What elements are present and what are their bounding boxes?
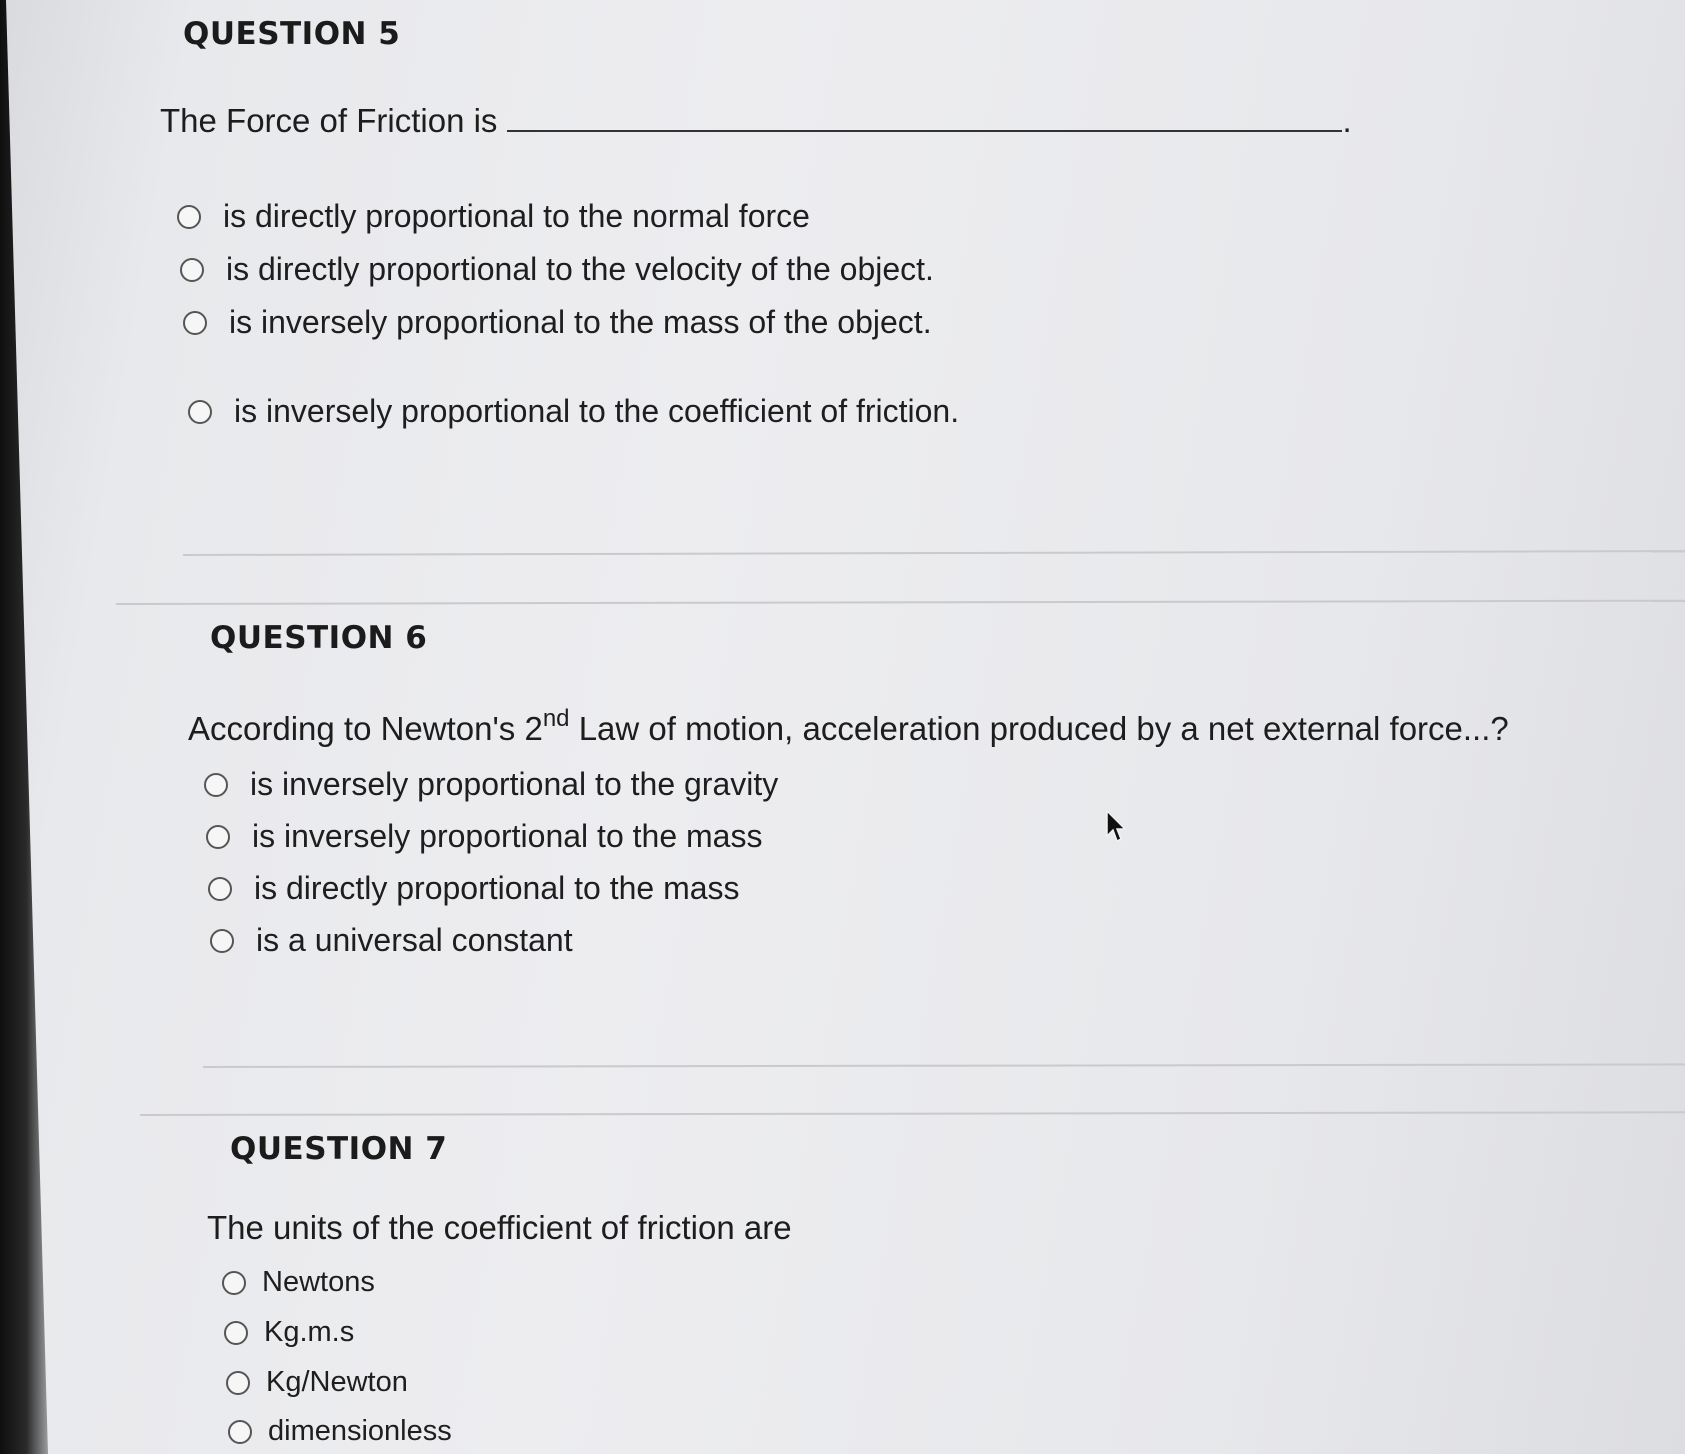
option-label: is directly proportional to the normal force — [223, 198, 810, 234]
question-6-prompt-text-end: Law of motion, acceleration produced by a net external force...? — [569, 710, 1509, 747]
question-5-option-2[interactable] — [180, 251, 934, 288]
section-divider — [116, 600, 1685, 605]
mouse-pointer-icon — [1105, 810, 1127, 844]
option-label: is directly proportional to the velocity of the object. — [226, 251, 934, 287]
option-label: dimensionless — [268, 1415, 452, 1447]
radio-button-icon[interactable] — [208, 877, 232, 901]
radio-button-icon[interactable] — [180, 258, 204, 282]
question-5-prompt-text: The Force of Friction is — [160, 102, 498, 139]
radio-button-icon[interactable] — [206, 825, 230, 849]
radio-button-icon[interactable] — [210, 929, 234, 953]
option-label: Newtons — [262, 1266, 375, 1298]
section-divider — [140, 1111, 1685, 1116]
option-label: Kg.m.s — [264, 1316, 355, 1348]
question-6-option-1[interactable] — [204, 766, 778, 803]
question-7-prompt: The units of the coefficient of friction are — [207, 1209, 792, 1246]
question-7-option-4[interactable] — [228, 1415, 452, 1448]
radio-button-icon[interactable] — [228, 1420, 252, 1444]
question-5-option-4[interactable] — [188, 393, 959, 430]
radio-button-icon[interactable] — [188, 400, 212, 424]
question-6-option-4[interactable] — [210, 922, 573, 959]
section-divider — [183, 550, 1685, 556]
question-5-option-3[interactable] — [183, 304, 932, 341]
option-label: is a universal constant — [256, 922, 573, 958]
question-6-prompt — [188, 705, 1509, 748]
option-label: is directly proportional to the mass — [254, 870, 740, 906]
radio-button-icon[interactable] — [177, 205, 201, 229]
option-label: Kg/Newton — [266, 1366, 408, 1398]
option-label: is inversely proportional to the gravity — [250, 766, 779, 802]
question-5-heading: QUESTION 5 — [183, 16, 401, 52]
screen-bezel-shadow — [0, 0, 48, 1454]
radio-button-icon[interactable] — [224, 1321, 248, 1345]
question-7-option-2[interactable] — [224, 1316, 354, 1349]
radio-button-icon[interactable] — [183, 311, 207, 335]
radio-button-icon[interactable] — [204, 773, 228, 797]
question-6-option-2[interactable] — [206, 818, 762, 855]
question-7-heading: QUESTION 7 — [230, 1131, 448, 1167]
option-label: is inversely proportional to the coefficient of friction. — [234, 393, 960, 429]
question-5-option-1[interactable] — [177, 198, 810, 235]
answer-blank — [507, 108, 1342, 132]
ordinal-superscript: nd — [542, 705, 570, 732]
radio-button-icon[interactable] — [222, 1271, 246, 1295]
radio-button-icon[interactable] — [226, 1371, 250, 1395]
question-6-heading: QUESTION 6 — [210, 620, 428, 656]
question-6-prompt-text: According to Newton's 2 — [188, 710, 543, 747]
question-7-option-3[interactable] — [226, 1366, 408, 1399]
section-divider — [203, 1063, 1685, 1068]
question-5-prompt — [160, 102, 1352, 140]
question-7-option-1[interactable] — [222, 1266, 375, 1299]
option-label: is inversely proportional to the mass of the object. — [229, 304, 932, 340]
option-label: is inversely proportional to the mass — [252, 818, 763, 854]
question-5-prompt-end: . — [1342, 102, 1352, 139]
question-6-option-3[interactable] — [208, 870, 740, 907]
